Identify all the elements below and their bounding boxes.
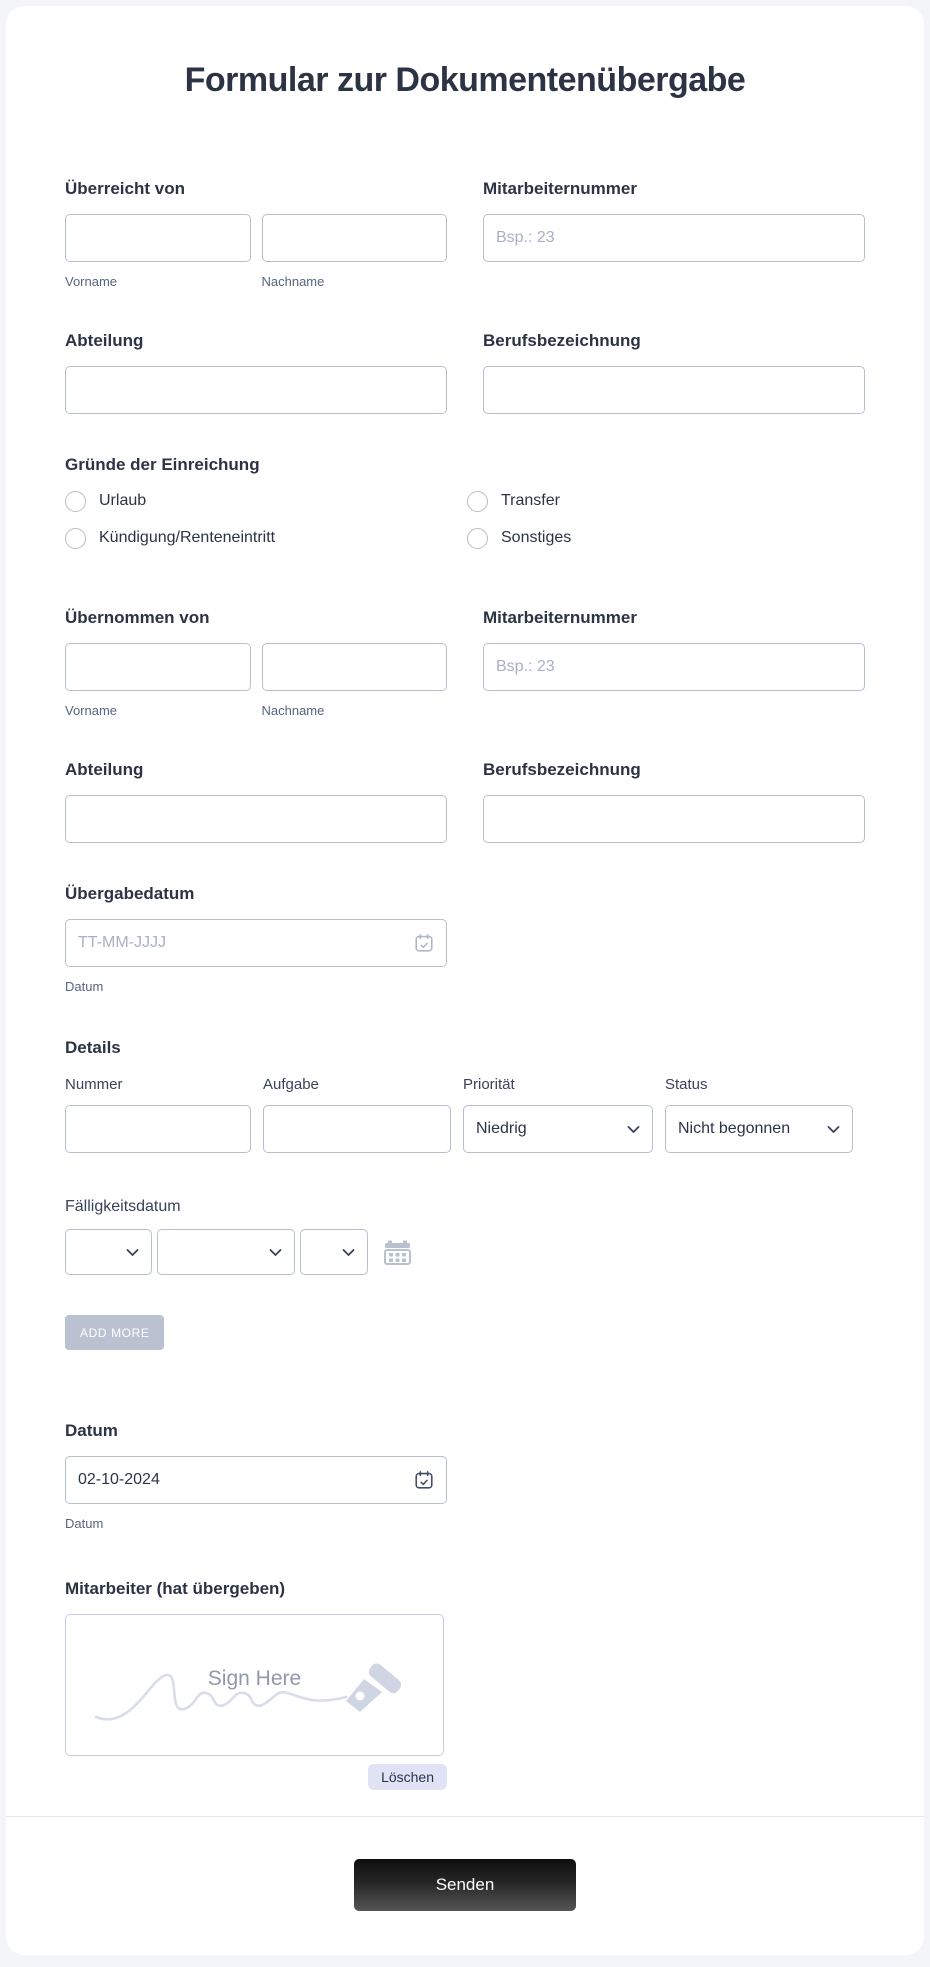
handover-date-label: Übergabedatum (65, 884, 195, 903)
handed-over-first-name-input[interactable] (65, 214, 251, 262)
signature-pad[interactable] (65, 1614, 444, 1756)
date-label: Datum (65, 1421, 118, 1440)
department-bottom-input[interactable] (65, 795, 447, 843)
details-status-select[interactable] (665, 1105, 853, 1153)
calendar-icon[interactable] (413, 1469, 435, 1491)
taken-over-first-name-input[interactable] (65, 643, 251, 691)
form-title: Formular zur Dokumentenübergabe (184, 61, 746, 99)
handed-over-row (65, 176, 865, 290)
radio-urlaub-icon[interactable] (65, 491, 86, 512)
radio-option-transfer[interactable] (467, 490, 865, 512)
taken-over-last-name-sublabel: Nachname (261, 703, 325, 718)
radio-sonstiges-label: Sonstiges (501, 529, 572, 546)
department-top-label: Abteilung (65, 331, 144, 350)
signature-label: Mitarbeiter (hat übergeben) (65, 1579, 286, 1598)
taken-over-field (65, 605, 447, 719)
radio-kuendigung-label: Kündigung/Renteneintritt (99, 529, 276, 546)
taken-over-first-name-sublabel: Vorname (65, 703, 118, 718)
employee-number-bottom-input[interactable] (483, 643, 865, 691)
due-date-field (65, 1197, 865, 1275)
employee-number-top-field (483, 176, 865, 290)
details-prioritaet-value: Niedrig (476, 1120, 527, 1137)
employee-number-top-input[interactable] (483, 214, 865, 262)
details-label: Details (65, 1038, 121, 1057)
radio-sonstiges-icon[interactable] (467, 528, 488, 549)
handover-date-sublabel: Datum (65, 979, 104, 994)
handover-date-field (65, 881, 865, 995)
details-nummer-input[interactable] (65, 1105, 251, 1153)
chevron-down-icon (627, 1125, 640, 1134)
radio-urlaub-label: Urlaub (99, 492, 147, 509)
reasons-options (65, 490, 865, 549)
date-sublabel: Datum (65, 1516, 104, 1531)
calendar-icon[interactable] (413, 932, 435, 954)
radio-transfer-icon[interactable] (467, 491, 488, 512)
chevron-down-icon (827, 1125, 840, 1134)
divider (6, 1816, 924, 1817)
department-row-bottom (65, 757, 865, 843)
job-title-top-label: Berufsbezeichnung (483, 331, 641, 350)
due-date-year-select[interactable] (300, 1229, 368, 1275)
taken-over-last-name-input[interactable] (262, 643, 448, 691)
handed-over-last-name-input[interactable] (262, 214, 448, 262)
chevron-down-icon (269, 1248, 282, 1257)
department-top-input[interactable] (65, 366, 447, 414)
details-status-value: Nicht begonnen (678, 1120, 791, 1137)
handed-over-last-name-sublabel: Nachname (261, 274, 325, 289)
radio-kuendigung-icon[interactable] (65, 528, 86, 549)
handed-over-field (65, 176, 447, 290)
submit-button[interactable]: Senden (354, 1859, 576, 1911)
due-date-label: Fälligkeitsdatum (65, 1198, 181, 1215)
taken-over-label: Übernommen von (65, 608, 210, 627)
details-nummer-label: Nummer (65, 1076, 123, 1093)
job-title-top-input[interactable] (483, 366, 865, 414)
radio-option-sonstiges[interactable] (467, 527, 865, 549)
details-section (65, 1035, 865, 1350)
date-input[interactable] (65, 1456, 447, 1504)
handed-over-first-name-sublabel: Vorname (65, 274, 118, 289)
radio-option-urlaub[interactable] (65, 490, 467, 512)
details-status-label: Status (665, 1076, 708, 1093)
details-prioritaet-label: Priorität (463, 1076, 515, 1093)
form-card (6, 6, 924, 1955)
due-date-month-select[interactable] (157, 1229, 295, 1275)
chevron-down-icon (342, 1248, 355, 1257)
employee-number-top-label: Mitarbeiternummer (483, 179, 637, 198)
signature-clear-button[interactable]: Löschen (368, 1764, 447, 1790)
date-field (65, 1418, 865, 1532)
signature-field (65, 1576, 865, 1790)
reasons-field (65, 452, 865, 549)
department-bottom-label: Abteilung (65, 760, 144, 779)
details-aufgabe-label: Aufgabe (263, 1076, 319, 1093)
radio-transfer-label: Transfer (501, 492, 560, 509)
signature-squiggle-pen-icon (84, 1643, 428, 1743)
reasons-label: Gründe der Einreichung (65, 455, 260, 474)
details-aufgabe-input[interactable] (263, 1105, 451, 1153)
chevron-down-icon (126, 1248, 139, 1257)
details-prioritaet-select[interactable] (463, 1105, 653, 1153)
add-more-button[interactable]: ADD MORE (65, 1315, 164, 1350)
due-date-day-select[interactable] (65, 1229, 152, 1275)
calendar-grid-icon[interactable] (384, 1239, 411, 1265)
handover-date-input[interactable] (65, 919, 447, 967)
department-row-top (65, 328, 865, 414)
taken-over-row (65, 605, 865, 719)
signature-placeholder: Sign Here (207, 1667, 302, 1690)
job-title-bottom-label: Berufsbezeichnung (483, 760, 641, 779)
job-title-bottom-input[interactable] (483, 795, 865, 843)
employee-number-bottom-label: Mitarbeiternummer (483, 608, 637, 627)
employee-number-bottom-field (483, 605, 865, 719)
radio-option-kuendigung[interactable] (65, 527, 467, 549)
handed-over-label: Überreicht von (65, 179, 185, 198)
